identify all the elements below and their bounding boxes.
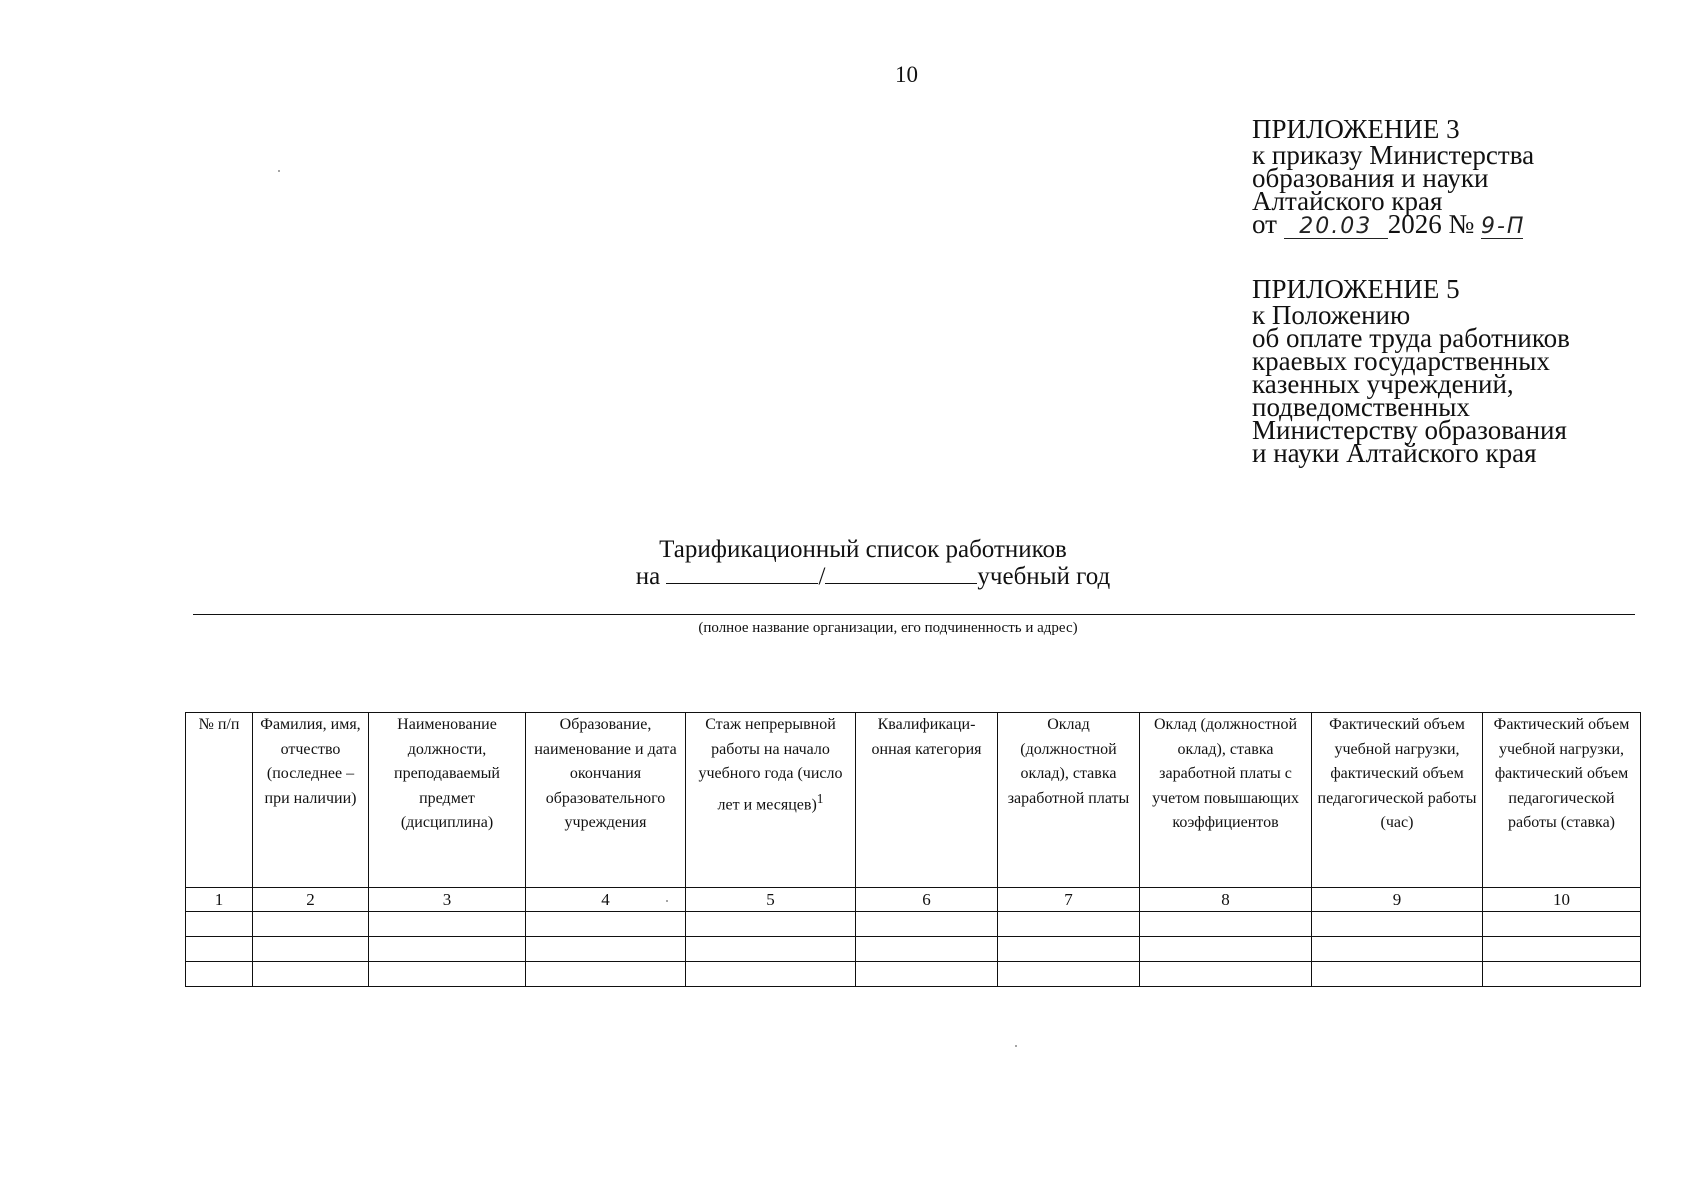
- column-number: 8: [1140, 888, 1312, 912]
- table-cell: [1483, 962, 1641, 987]
- column-number: 5: [686, 888, 856, 912]
- appendix-3-heading: ПРИЛОЖЕНИЕ 3: [1252, 114, 1460, 144]
- year-end-blank: [825, 563, 977, 584]
- appendix-3-date-line: [1252, 209, 1534, 239]
- column-number: 10: [1483, 888, 1641, 912]
- table-header-row: [186, 713, 1641, 888]
- handwritten-date: 20.03: [1284, 216, 1388, 239]
- table-cell: [186, 962, 253, 987]
- table-cell: [1483, 937, 1641, 962]
- table-cell: [1312, 937, 1483, 962]
- table-cell: [1140, 962, 1312, 987]
- header-cell-experience: [686, 713, 856, 888]
- table-cell: [369, 962, 526, 987]
- table-cell: [253, 912, 369, 937]
- table-cell: [1140, 937, 1312, 962]
- header-cell: Наименование должности, преподаваемый предмет (дисциплина): [369, 713, 526, 888]
- table-cell: [253, 962, 369, 987]
- header-cell: Фамилия, имя, отчество (последнее – при наличии): [253, 713, 369, 888]
- scan-speck: [666, 900, 668, 902]
- header-cell: Оклад (должностной оклад), ставка заработной платы: [998, 713, 1140, 888]
- document-title: [0, 536, 1696, 590]
- column-number: 4: [526, 888, 686, 912]
- table-cell: [1140, 912, 1312, 937]
- table-cell: [526, 937, 686, 962]
- tariff-table: [185, 712, 1641, 987]
- table-cell: [369, 937, 526, 962]
- header-cell: Фактический объем учебной нагрузки, фактический объем педагогической работы (час): [1312, 713, 1483, 888]
- page-number: 10: [895, 62, 918, 87]
- table-cell: [1312, 912, 1483, 937]
- table-cell: [856, 937, 998, 962]
- scan-speck: [1015, 1045, 1017, 1047]
- header-cell: № п/п: [186, 713, 253, 888]
- footnote-mark: 1: [816, 790, 824, 806]
- table-cell: [998, 962, 1140, 987]
- table-cell: [686, 962, 856, 987]
- appendix-5-line: подведомственных: [1252, 392, 1470, 422]
- table-cell: [998, 912, 1140, 937]
- appendix-5-line: и науки Алтайского края: [1252, 438, 1537, 468]
- column-number: 6: [856, 888, 998, 912]
- appendix-3-block: [1252, 114, 1534, 239]
- appendix-5-line: краевых государственных: [1252, 346, 1550, 376]
- handwritten-order-number: 9-П: [1480, 214, 1526, 239]
- appendix-5-line: казенных учреждений,: [1252, 369, 1514, 399]
- header-cell: Образование, наименование и дата окончания образовательного учреждения: [526, 713, 686, 888]
- appendix-5-line: об оплате труда работников: [1252, 323, 1570, 353]
- year-start-blank: [666, 563, 818, 584]
- year-number-label: 2026 №: [1387, 209, 1475, 239]
- table-cell: [686, 912, 856, 937]
- appendix-5-line: Министерству образования: [1252, 415, 1567, 445]
- column-number-row: [186, 888, 1641, 912]
- year-separator: /: [818, 563, 826, 590]
- title-suffix: учебный год: [977, 563, 1111, 590]
- table-cell: [253, 937, 369, 962]
- header-cell-text: Стаж непрерывной работы на начало учебного года (число лет и месяцев): [698, 716, 843, 813]
- table-cell: [186, 937, 253, 962]
- organization-name-line: [193, 614, 1635, 615]
- table-cell: [526, 962, 686, 987]
- column-number: 9: [1312, 888, 1483, 912]
- appendix-5-heading: ПРИЛОЖЕНИЕ 5: [1252, 274, 1460, 304]
- table-cell: [998, 937, 1140, 962]
- table-cell: [1483, 912, 1641, 937]
- title-line-1: Тарификационный список работников: [659, 536, 1067, 563]
- appendix-3-line: образования и науки: [1252, 163, 1489, 193]
- table-row: [186, 937, 1641, 962]
- table-cell: [1312, 962, 1483, 987]
- column-number: 1: [186, 888, 253, 912]
- scan-speck: [278, 170, 280, 172]
- table-cell: [186, 912, 253, 937]
- column-number: 7: [998, 888, 1140, 912]
- header-cell: Фактический объем учебной нагрузки, фактический объем педагогической работы (ставка): [1483, 713, 1641, 888]
- header-cell: Оклад (должностной оклад), ставка заработной платы с учетом повышающих коэффициентов: [1140, 713, 1312, 888]
- organization-caption: (полное название организации, его подчиненность и адрес): [698, 620, 1078, 636]
- appendix-5-line: к Положению: [1252, 300, 1411, 330]
- column-number: 3: [369, 888, 526, 912]
- table-cell: [856, 912, 998, 937]
- column-number: 2: [253, 888, 369, 912]
- table-cell: [856, 962, 998, 987]
- table-cell: [686, 937, 856, 962]
- date-prefix: от: [1252, 209, 1277, 239]
- appendix-3-line: Алтайского края: [1252, 186, 1443, 216]
- table-cell: [526, 912, 686, 937]
- table-row: [186, 912, 1641, 937]
- appendix-5-block: [1252, 274, 1570, 468]
- appendix-3-line: к приказу Министерства: [1252, 140, 1535, 170]
- table-cell: [369, 912, 526, 937]
- title-line-2: [0, 563, 1696, 590]
- table-row: [186, 962, 1641, 987]
- header-cell: Квалификаци-онная категория: [856, 713, 998, 888]
- title-prefix: на: [635, 563, 661, 590]
